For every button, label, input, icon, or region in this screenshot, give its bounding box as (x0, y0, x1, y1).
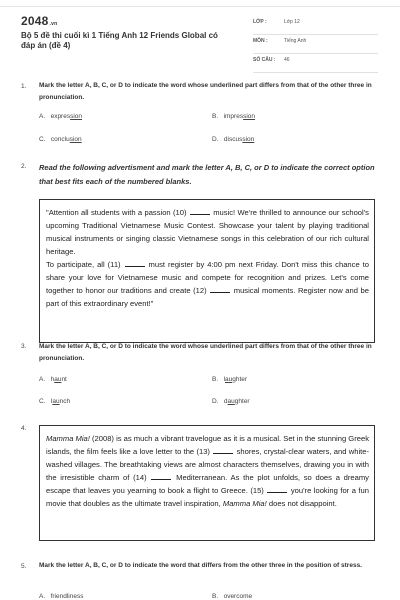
blank-15[interactable] (267, 485, 287, 493)
document-title: Bộ 5 đề thi cuối kì 1 Tiếng Anh 12 Friends Global có đáp án (đề 4) (21, 31, 218, 50)
option-a[interactable]: A. friendliness (39, 593, 84, 600)
option-d[interactable]: D. discussion (212, 136, 255, 143)
blank-14[interactable] (151, 472, 171, 480)
question-number: 5. (21, 563, 27, 570)
option-c[interactable]: C. launch (39, 398, 71, 405)
question-number: 4. (21, 425, 27, 432)
meta-info (253, 16, 378, 73)
meta-row-class (253, 16, 378, 35)
blank-11[interactable] (125, 259, 145, 267)
movie-review-passage (39, 425, 375, 541)
meta-row-count (253, 54, 378, 73)
passage-paragraph: Mamma Mia! (2008) is as much a vibrant travelogue as it is a musical. Set in the stunning Greek islands, the film feels like a love letter to the (13) shores, crystal-clear waters, and white-washed villages. The breathtaking views are almost characters themselves, drawing you in with the irresistible charm of (14) Mediterranean. As the plot unfolds, so does a dreamy escape that leaves you yearning to book a flight to Greece. (15) you're looking for a fun movie that doubles as the ultimate travel inspiration, Mamma Mia! does not disappoint. (46, 434, 369, 508)
meta-value: Lớp 12 (284, 19, 300, 25)
question-prompt: Mark the letter A, B, C, or D to indicate the word whose underlined part differs from that of the other three in pronunciation. (39, 343, 372, 362)
option-d[interactable]: D. daughter (212, 398, 250, 405)
meta-row-subject (253, 35, 378, 54)
question-number: 3. (21, 343, 27, 350)
meta-label: LỚP : (253, 19, 267, 25)
passage-paragraph: To participate, all (11) must register by 4:00 pm next Friday. Don't miss this chance to share your love for Vietnamese music and compete for recognition and prizes. Let's come together to honor our traditions and create (12) musical moments. Register now and be part of this extraordinary event!" (46, 260, 369, 308)
option-b[interactable]: B. laughter (212, 376, 248, 383)
blank-12[interactable] (210, 285, 230, 293)
question-prompt: Mark the letter A, B, C, or D to indicate the word whose underlined part differs from that of the other three in pronunciation. (39, 82, 372, 101)
passage-paragraph: "Attention all students with a passion (10) music! We're thrilled to announce our school's upcoming Traditional Vietnamese Music Contest. Showcase your talent by playing traditional musical instruments or singing classic Vietnamese songs in this celebration of our rich cultural heritage. (46, 208, 369, 256)
meta-label: SỐ CÂU : (253, 57, 276, 63)
option-b[interactable]: B. impression (212, 113, 256, 120)
blank-10[interactable] (190, 207, 210, 215)
option-a[interactable]: A. expression (39, 113, 83, 120)
meta-value: Tiếng Anh (284, 38, 307, 44)
question-prompt: Read the following advertisment and mark the letter A, B, C, or D to indicate the correct option that best fits each of the numbered blanks. (39, 163, 375, 186)
site-logo[interactable] (21, 14, 57, 28)
option-c[interactable]: C. conclusion (39, 136, 82, 143)
option-a[interactable]: A. haunt (39, 376, 67, 383)
meta-value: 46 (284, 57, 290, 63)
top-rule (0, 6, 400, 7)
logo-text: 2048 (21, 14, 49, 28)
logo-suffix: .vn (49, 21, 58, 27)
question-number: 2. (21, 163, 27, 170)
option-b[interactable]: B. overcome (212, 593, 253, 600)
meta-label: MÔN : (253, 38, 268, 44)
advertisement-passage (39, 199, 375, 343)
question-number: 1. (21, 83, 27, 90)
blank-13[interactable] (213, 446, 233, 454)
question-prompt: Mark the letter A, B, C, or D to indicate the word that differs from the other three in the position of stress. (39, 562, 362, 569)
